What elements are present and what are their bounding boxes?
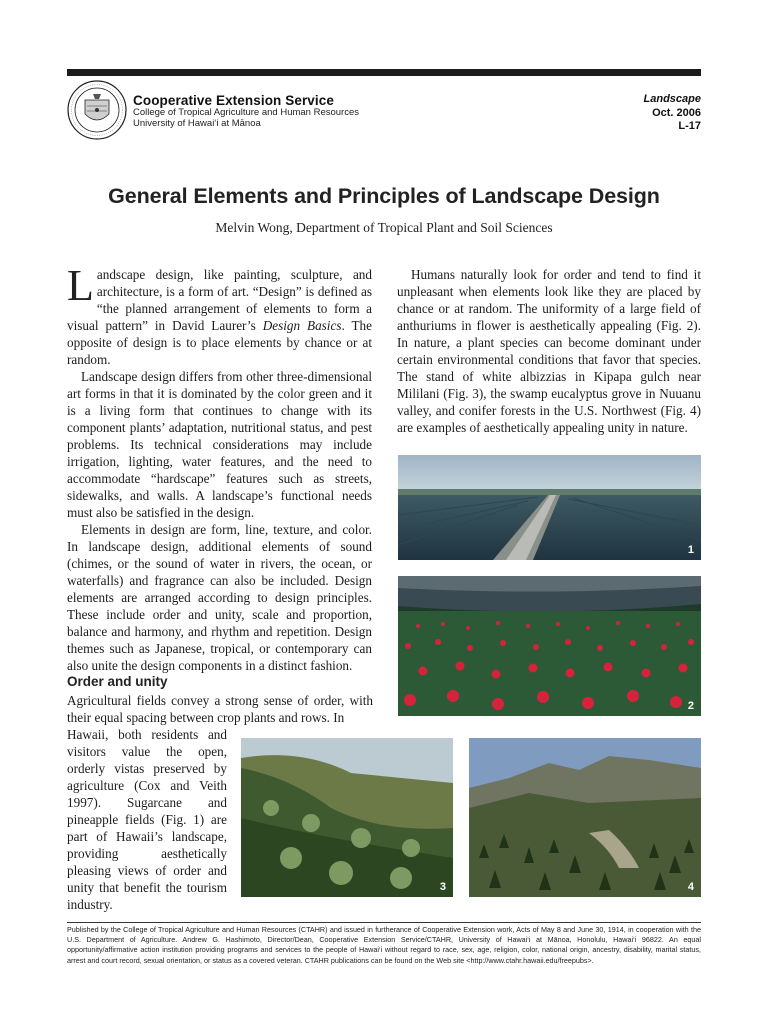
- paragraph-elements: Elements in design are form, line, texture, and color. In landscape design, additional elements of sound (chimes, or the sound of water in rivers, the ocean, or waterfalls) and fragrance can also be included. Design elements are arranged according to design principles. These include order and unity, scale and proportion, balance and harmony, and rhythm and repetition. Design themes such as Japanese, tropical, or contemporary can also unite the design components in a distinct fashion.: [67, 522, 372, 673]
- footer-rule: [67, 922, 701, 923]
- masthead: [133, 94, 359, 129]
- right-column: [397, 266, 701, 436]
- publication-footer: Published by the College of Tropical Agriculture and Human Resources (CTAHR) and issued in furtherance of Cooperative Extension work, Acts of May 8 and June 30, 1914, in cooperation with the U.S. Department of Agriculture. Andrew G. Hashimoto, Director/Dean, Cooperative Extension Service/CTAHR, University of Hawai‘i at Mānoa, Honolulu, Hawai‘i 96822. An equal opportunity/affirmative action institution providing programs and services to the people of Hawai‘i without regard to race, sex, age, religion, color, national origin, ancestry, disability, marital status, arrest and court record, sexual orientation, or status as a covered veteran. CTAHR publications can be found on the Web site <http://www.ctahr.hawaii.edu/freepubs>.: [67, 925, 701, 965]
- publication-info: [644, 93, 701, 134]
- university-seal-icon: [67, 80, 127, 140]
- publication-series: Landscape: [643, 93, 701, 105]
- college-name: College of Tropical Agriculture and Human Resources: [133, 107, 360, 118]
- intro-text: andscape design, like painting, sculpture, and architecture, is a form of art. “Design” is defined as “the planned arrangement of elements to form a visual pattern” in David Laurer’s: [67, 267, 372, 333]
- order-unity-intro: Agricultural fields convey a strong sense of order, with their equal spacing between crop plants and rows. In: [67, 693, 373, 725]
- figure-2-photo: [398, 576, 701, 716]
- figure-2-number: 2: [687, 700, 694, 712]
- intro-text-end: . The opposite of design is to place elements by chance or at random.: [67, 318, 372, 367]
- section-heading: Order and unity: [67, 674, 168, 689]
- left-column: [67, 261, 372, 674]
- org-name: Cooperative Extension Service: [133, 93, 334, 108]
- intro-paragraph: [67, 261, 372, 368]
- publication-date: Oct. 2006: [652, 106, 701, 119]
- page-title: General Elements and Principles of Landscape Design: [108, 184, 660, 208]
- figure-4-photo: [469, 738, 701, 897]
- order-unity-wrapped: Hawaii, both residents and visitors value the open, orderly vistas preserved by agriculture (Cox and Veith 1997). Sugarcane and pineapple fields (Fig. 1) are part of Hawaii’s landscape, providing aesthetically pleasing views of order and unity that benefit the tourism industry.: [67, 727, 227, 912]
- book-title: Design Basics: [262, 318, 342, 333]
- drop-cap: L: [67, 261, 94, 310]
- figure-1-photo: [398, 455, 701, 560]
- university-name: University of Hawai‘i at Mānoa: [133, 117, 261, 129]
- header-rule: [67, 69, 701, 76]
- figure-3-photo: [241, 738, 453, 897]
- author-line: Melvin Wong, Department of Tropical Plant and Soil Sciences: [215, 220, 553, 235]
- figure-1-number: 1: [687, 544, 694, 556]
- publication-number: L-17: [678, 120, 701, 132]
- figure-4-number: 4: [687, 881, 694, 893]
- figure-3-number: 3: [439, 881, 446, 893]
- paragraph-humans-order: Humans naturally look for order and tend to find it unpleasant when elements look like they are placed by chance or at random. The uniformity of a large field of anthuriums in flower is aesthetically appealing (Fig. 2). In nature, a plant species can become dominant under certain environmental conditions that favor that species. The stand of white albizzias in Kipapa gulch near Mililani (Fig. 3), the swamp eucalyptus grove in Nuuanu valley, and conifer forests in the U.S. Northwest (Fig. 4) are examples of aesthetically appealing unity in nature.: [397, 267, 701, 435]
- paragraph-landscape-differs: Landscape design differs from other three-dimensional art forms in that it is dominated by the color green and it is a living form that continues to change with its component plants’ adaptation, nutritional status, and pest problems. Its technical considerations may include irrigation, lighting, water features, and the need to accommodate “hardscape” features such as streets, sidewalks, and walls. A landscape’s functional needs must also be satisfied in the design.: [67, 369, 372, 520]
